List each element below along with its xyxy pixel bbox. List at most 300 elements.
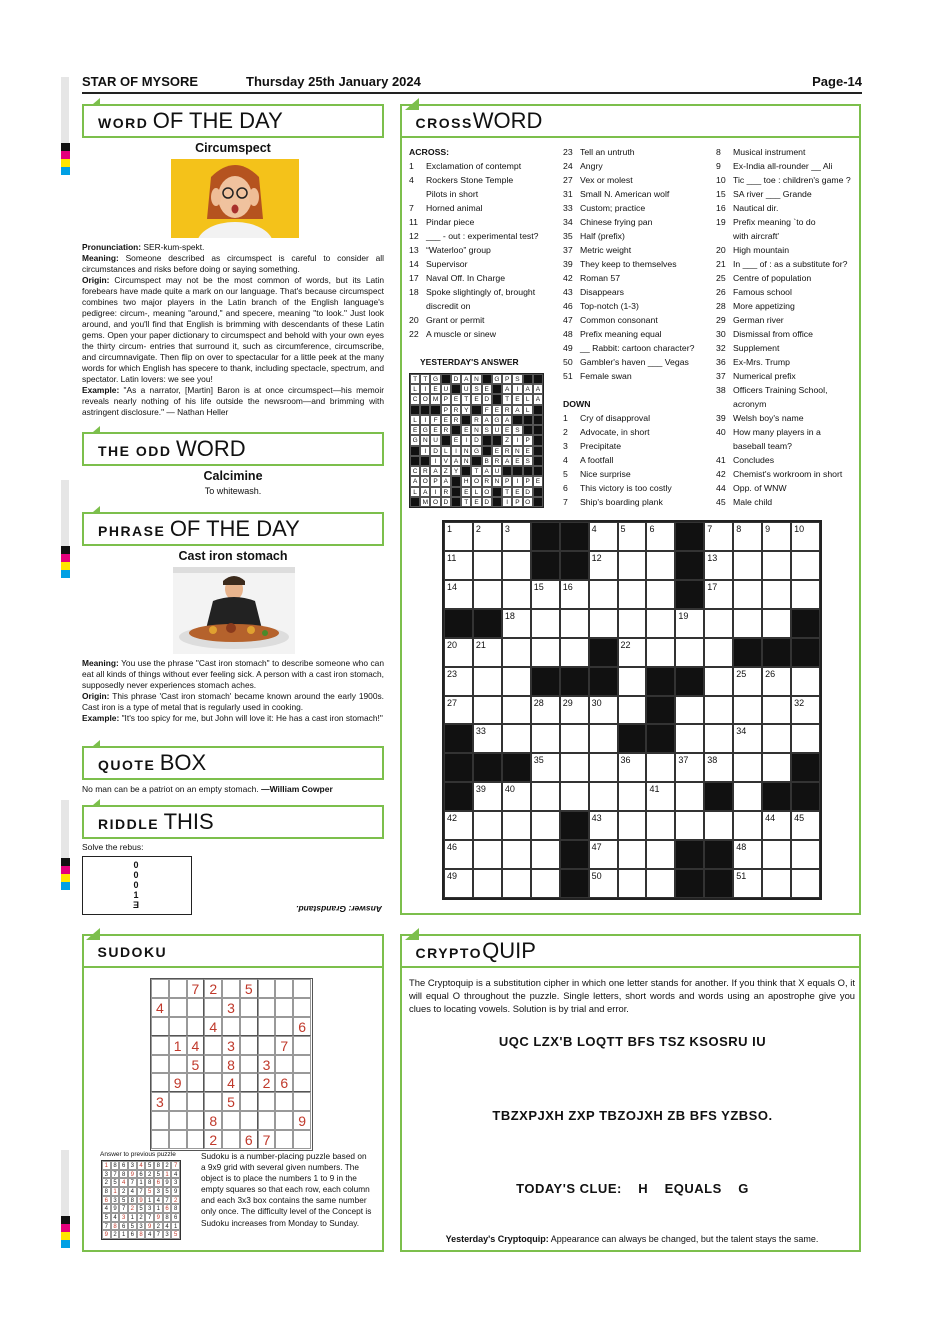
yesterday-crossword-grid	[409, 373, 544, 508]
crossword-cell[interactable]: 48	[733, 840, 762, 869]
sudoku-empty-cell[interactable]	[275, 1092, 293, 1111]
crossword-black-cell	[589, 667, 618, 696]
crossword-black-cell	[675, 580, 704, 609]
crossword-cell[interactable]	[646, 869, 675, 898]
clue-text: Custom; practice	[580, 203, 646, 213]
crossword-cell[interactable]	[502, 667, 531, 696]
yesterday-letter-cell: R	[492, 456, 502, 466]
yesterday-letter-cell: D	[441, 497, 451, 507]
crossword-clue	[563, 397, 713, 411]
crossword-cell[interactable]: 32	[791, 696, 820, 725]
crossword-cell[interactable]	[733, 580, 762, 609]
crossword-cell[interactable]	[762, 551, 791, 580]
label: Yesterday's Cryptoquip:	[445, 1234, 549, 1244]
crossword-cell[interactable]	[618, 811, 647, 840]
crossword-cell[interactable]: 38	[704, 753, 733, 782]
crossword-cell[interactable]: 2	[473, 522, 502, 551]
yesterday-letter-cell: R	[502, 405, 512, 415]
prev-answer-cell: 2	[171, 1196, 180, 1205]
crossword-cell[interactable]: 6	[646, 522, 675, 551]
crossword-cell[interactable]: 28	[531, 696, 560, 725]
crossword-cell[interactable]: 16	[560, 580, 589, 609]
crossword-cell[interactable]	[618, 840, 647, 869]
sudoku-empty-cell[interactable]	[187, 1130, 205, 1149]
crossword-cell[interactable]: 4	[589, 522, 618, 551]
sudoku-empty-cell[interactable]	[187, 998, 205, 1017]
crossword-cell[interactable]: 42	[444, 811, 473, 840]
crossword-cell[interactable]: 26	[762, 667, 791, 696]
sudoku-empty-cell[interactable]	[151, 1055, 169, 1074]
crossword-cell[interactable]: 49	[444, 869, 473, 898]
yesterday-letter-cell: G	[420, 425, 430, 435]
crossword-cell[interactable]	[531, 811, 560, 840]
yesterday-black-cell	[430, 405, 440, 415]
crossword-clue	[409, 187, 559, 201]
registration-mark	[61, 1240, 70, 1248]
crossword-cell[interactable]: 14	[444, 580, 473, 609]
crossword-cell[interactable]: 3	[502, 522, 531, 551]
clue-number: 37	[716, 371, 726, 381]
crossword-cell[interactable]	[618, 551, 647, 580]
clue-text: Advocate, in short	[580, 427, 650, 437]
prev-answer-cell: 7	[128, 1178, 137, 1187]
crossword-cell[interactable]	[646, 551, 675, 580]
sudoku-empty-cell[interactable]	[187, 1017, 205, 1036]
sudoku-given-cell: 3	[222, 1036, 240, 1055]
crossword-cell[interactable]: 47	[589, 840, 618, 869]
sudoku-empty-cell[interactable]	[187, 1073, 205, 1092]
crossword-cell[interactable]	[704, 609, 733, 638]
crossword-cell[interactable]: 7	[704, 522, 733, 551]
crossword-black-cell	[560, 840, 589, 869]
prev-answer-cell: 6	[137, 1170, 146, 1179]
sudoku-description: Sudoku is a number-placing puzzle based on a 9x9 grid with several given numbers. The object is to place the numbers 1 to 9 in the empty squares so that each row, each column and each 3x3 box contains the same number only once. The difficulty level of the Concept is Sudoku increases from Monday to Sunday.	[201, 1151, 372, 1228]
sudoku-empty-cell[interactable]	[258, 1017, 276, 1036]
yesterday-letter-cell: A	[512, 405, 522, 415]
sudoku-empty-cell[interactable]	[169, 1092, 187, 1111]
clue-number: 17	[409, 273, 419, 283]
sudoku-empty-cell[interactable]	[204, 1055, 222, 1074]
crossword-cell[interactable]	[531, 724, 560, 753]
crossword-cell[interactable]: 33	[473, 724, 502, 753]
yesterday-black-cell	[461, 415, 471, 425]
sudoku-empty-cell[interactable]	[258, 998, 276, 1017]
sudoku-empty-cell[interactable]	[169, 998, 187, 1017]
prev-answer-cell: 6	[154, 1178, 163, 1187]
clue-number: 1	[409, 161, 414, 171]
yesterday-letter-cell: N	[420, 435, 430, 445]
sudoku-empty-cell[interactable]	[275, 1111, 293, 1130]
yesterday-letter-cell: M	[430, 394, 440, 404]
crossword-cell[interactable]	[473, 551, 502, 580]
crossword-clue	[563, 453, 713, 467]
word-of-day-body	[82, 242, 384, 418]
sudoku-empty-cell[interactable]	[187, 1111, 205, 1130]
crossword-cell[interactable]	[791, 840, 820, 869]
crossword-cell[interactable]: 37	[675, 753, 704, 782]
example: "It's too spicy for me, but John will love it: He has a cast iron stomach!"	[119, 713, 383, 723]
crossword-cell[interactable]	[502, 840, 531, 869]
yesterday-letter-cell: P	[441, 394, 451, 404]
crossword-black-cell	[531, 667, 560, 696]
yesterday-black-cell	[461, 466, 471, 476]
crossword-cell[interactable]	[473, 696, 502, 725]
crossword-cell[interactable]	[560, 753, 589, 782]
prev-answer-cell: 2	[119, 1187, 128, 1196]
crossword-cell[interactable]	[502, 638, 531, 667]
yesterday-letter-cell: E	[471, 497, 481, 507]
sudoku-empty-cell[interactable]	[275, 979, 293, 998]
crossword-cell[interactable]	[589, 724, 618, 753]
crossword-cell[interactable]	[762, 696, 791, 725]
crossword-cell[interactable]: 17	[704, 580, 733, 609]
sudoku-empty-cell[interactable]	[151, 1017, 169, 1036]
crossword-cell[interactable]	[618, 696, 647, 725]
crossword-cell[interactable]	[704, 667, 733, 696]
yesterday-letter-cell: S	[482, 425, 492, 435]
crossword-cell[interactable]	[473, 811, 502, 840]
sudoku-empty-cell[interactable]	[293, 1130, 311, 1149]
sudoku-empty-cell[interactable]	[275, 998, 293, 1017]
sudoku-given-cell: 4	[204, 1017, 222, 1036]
clue-text: ___ - out : experimental test?	[426, 231, 539, 241]
crossword-cell[interactable]	[762, 724, 791, 753]
phrase-of-day-body	[82, 658, 384, 724]
yesterday-black-cell	[523, 415, 533, 425]
sudoku-empty-cell[interactable]	[222, 1130, 240, 1149]
clue-number: 18	[409, 287, 419, 297]
sudoku-empty-cell[interactable]	[258, 979, 276, 998]
sudoku-empty-cell[interactable]	[240, 1092, 258, 1111]
crossword-cell[interactable]	[531, 869, 560, 898]
crossword-cell[interactable]: 25	[733, 667, 762, 696]
crossword-cell[interactable]: 40	[502, 782, 531, 811]
crossword-cell[interactable]: 19	[675, 609, 704, 638]
yesterday-letter-cell: Z	[502, 435, 512, 445]
rebus-char: 0	[133, 870, 139, 880]
riddle-header	[82, 805, 384, 839]
crossword-cell[interactable]: 21	[473, 638, 502, 667]
crossword-cell[interactable]	[560, 638, 589, 667]
crossword-cell[interactable]	[675, 696, 704, 725]
clue-number: 47	[563, 315, 573, 325]
crossword-clue	[716, 243, 861, 257]
yesterday-letter-cell: D	[523, 487, 533, 497]
sudoku-empty-cell[interactable]	[293, 1073, 311, 1092]
crossword-cell[interactable]	[560, 609, 589, 638]
rebus-char: Ǝ	[133, 900, 140, 910]
sudoku-empty-cell[interactable]	[151, 1130, 169, 1149]
crossword-cell[interactable]	[675, 811, 704, 840]
yesterday-letter-cell: N	[492, 476, 502, 486]
sudoku-empty-cell[interactable]	[151, 979, 169, 998]
crossword-cell[interactable]	[618, 609, 647, 638]
yesterday-letter-cell: G	[410, 435, 420, 445]
crossword-cell[interactable]: 9	[762, 522, 791, 551]
crossword-cell[interactable]	[675, 724, 704, 753]
sudoku-empty-cell[interactable]	[169, 1017, 187, 1036]
crossword-cell[interactable]	[733, 696, 762, 725]
crossword-cell[interactable]: 44	[762, 811, 791, 840]
crossword-cell[interactable]: 41	[646, 782, 675, 811]
sudoku-empty-cell[interactable]	[222, 1111, 240, 1130]
clue-text: Centre of population	[733, 273, 812, 283]
sudoku-empty-cell[interactable]	[151, 1073, 169, 1092]
crossword-cell[interactable]	[502, 869, 531, 898]
crossword-cell[interactable]	[589, 753, 618, 782]
crossword-cell[interactable]	[473, 580, 502, 609]
crossword-cell[interactable]	[791, 551, 820, 580]
clue-number: 51	[563, 371, 573, 381]
crossword-cell[interactable]	[646, 638, 675, 667]
crossword-cell[interactable]: 39	[473, 782, 502, 811]
sudoku-empty-cell[interactable]	[293, 998, 311, 1017]
crossword-cell[interactable]: 30	[589, 696, 618, 725]
sudoku-empty-cell[interactable]	[240, 998, 258, 1017]
sudoku-empty-cell[interactable]	[293, 1092, 311, 1111]
clue-text: Ex-India all-rounder __ Ali	[733, 161, 833, 171]
yesterday-letter-cell: E	[533, 476, 543, 486]
sudoku-empty-cell[interactable]	[240, 1036, 258, 1055]
yesterday-letter-cell: N	[471, 425, 481, 435]
crossword-cell[interactable]: 34	[733, 724, 762, 753]
sudoku-empty-cell[interactable]	[275, 1130, 293, 1149]
crossword-cell[interactable]	[704, 811, 733, 840]
crossword-clue	[716, 439, 861, 453]
sudoku-empty-cell[interactable]	[258, 1111, 276, 1130]
sudoku-empty-cell[interactable]	[204, 1036, 222, 1055]
sudoku-empty-cell[interactable]	[275, 1055, 293, 1074]
clue-number: 30	[716, 329, 726, 339]
crossword-clue	[563, 173, 713, 187]
sudoku-empty-cell[interactable]	[258, 1092, 276, 1111]
crossword-cell[interactable]	[531, 840, 560, 869]
quote-author: —William Cowper	[261, 784, 333, 794]
crossword-cell[interactable]	[704, 638, 733, 667]
yesterday-letter-cell: A	[533, 384, 543, 394]
clue-text: This victory is too costly	[580, 483, 672, 493]
clue-text: Half (prefix)	[580, 231, 625, 241]
crossword-cell[interactable]	[762, 753, 791, 782]
sudoku-empty-cell[interactable]	[240, 1017, 258, 1036]
yesterday-letter-cell: I	[512, 476, 522, 486]
crossword-cell[interactable]	[502, 551, 531, 580]
crossword-cell[interactable]	[646, 753, 675, 782]
crossword-cell[interactable]	[560, 724, 589, 753]
odd-word-header	[82, 432, 384, 466]
crossword-cell[interactable]: 27	[444, 696, 473, 725]
crossword-black-cell	[444, 724, 473, 753]
crossword-cell[interactable]: 23	[444, 667, 473, 696]
sudoku-given-cell: 8	[222, 1055, 240, 1074]
crossword-cell[interactable]: 20	[444, 638, 473, 667]
crossword-cell[interactable]	[531, 782, 560, 811]
yesterday-letter-cell: Y	[461, 405, 471, 415]
prev-answer-cell: 7	[111, 1170, 120, 1179]
crossword-cell[interactable]: 35	[531, 753, 560, 782]
crossword-clue	[716, 271, 861, 285]
crossword-black-cell	[704, 869, 733, 898]
crossword-cell[interactable]: 18	[502, 609, 531, 638]
crossword-cell[interactable]	[762, 840, 791, 869]
sudoku-empty-cell[interactable]	[204, 1092, 222, 1111]
crossword-clues-col2	[563, 145, 713, 509]
crossword-clue	[563, 271, 713, 285]
yesterday-letter-cell: E	[451, 435, 461, 445]
sudoku-empty-cell[interactable]	[151, 1111, 169, 1130]
sudoku-empty-cell[interactable]	[240, 1055, 258, 1074]
crossword-cell[interactable]	[791, 580, 820, 609]
crossword-cell[interactable]	[733, 782, 762, 811]
crossword-cell[interactable]	[646, 580, 675, 609]
crossword-cell[interactable]: 43	[589, 811, 618, 840]
crossword-clue	[563, 467, 713, 481]
sudoku-empty-cell[interactable]	[222, 1017, 240, 1036]
example: "As a narrator, [Martin] Baron is at once circumspect—his memoir reveals nearly nothing of his life outside the newsroom—and brimming with astringent disclosure." — Nathan Heller	[82, 385, 384, 417]
prev-answer-cell: 2	[111, 1230, 120, 1239]
prev-answer-cell: 1	[137, 1178, 146, 1187]
prev-answer-cell: 5	[102, 1213, 111, 1222]
clue-number: 37	[563, 245, 573, 255]
crossword-cell[interactable]: 36	[618, 753, 647, 782]
crossword-cell[interactable]	[675, 782, 704, 811]
crossword-cell[interactable]: 10	[791, 522, 820, 551]
prev-answer-cell: 3	[171, 1178, 180, 1187]
crossword-cell[interactable]: 22	[618, 638, 647, 667]
crossword-cell[interactable]: 11	[444, 551, 473, 580]
crossword-cell[interactable]	[762, 580, 791, 609]
crossword-cell[interactable]	[733, 753, 762, 782]
yesterday-letter-cell: S	[523, 456, 533, 466]
crossword-clue	[716, 467, 861, 481]
sudoku-empty-cell[interactable]	[169, 1055, 187, 1074]
crossword-cell[interactable]: 1	[444, 522, 473, 551]
crossword-cell[interactable]	[589, 782, 618, 811]
yesterday-letter-cell: I	[512, 435, 522, 445]
crossword-cell[interactable]	[762, 869, 791, 898]
crossword-cell[interactable]: 8	[733, 522, 762, 551]
sudoku-given-cell: 7	[275, 1036, 293, 1055]
crossword-cell[interactable]: 45	[791, 811, 820, 840]
prev-answer-cell: 3	[137, 1222, 146, 1231]
crossword-clues-col3	[716, 145, 861, 509]
yesterday-letter-cell: N	[471, 374, 481, 384]
crossword-cell[interactable]: 12	[589, 551, 618, 580]
crossword-cell[interactable]	[502, 811, 531, 840]
clue-number: 43	[563, 287, 573, 297]
meaning: You use the phrase "Cast iron stomach" to describe someone who can eat all kinds of things without ever feeling sick. A person with a cast iron stomach, supposedly never experiences stomach aches.	[82, 658, 384, 690]
sudoku-empty-cell[interactable]	[258, 1036, 276, 1055]
crossword-cell[interactable]: 5	[618, 522, 647, 551]
crossword-cell[interactable]	[589, 609, 618, 638]
crossword-cell[interactable]	[791, 869, 820, 898]
crossword-cell[interactable]	[704, 724, 733, 753]
sudoku-empty-cell[interactable]	[293, 1036, 311, 1055]
crossword-cell[interactable]	[473, 840, 502, 869]
prev-answer-cell: 2	[128, 1204, 137, 1213]
phrase-photo	[173, 567, 295, 654]
crossword-cell[interactable]	[589, 580, 618, 609]
clue-number: 13	[409, 245, 419, 255]
crossword-black-cell	[473, 609, 502, 638]
crossword-cell[interactable]	[733, 609, 762, 638]
crossword-cell[interactable]	[560, 782, 589, 811]
sudoku-empty-cell[interactable]	[240, 1111, 258, 1130]
sudoku-empty-cell[interactable]	[293, 1055, 311, 1074]
crossword-cell[interactable]	[733, 551, 762, 580]
crossword-cell[interactable]	[502, 696, 531, 725]
crossword-cell[interactable]: 15	[531, 580, 560, 609]
crossword-cell[interactable]	[618, 667, 647, 696]
rebus-char: 0	[133, 880, 139, 890]
crossword-cell[interactable]: 46	[444, 840, 473, 869]
word-of-day-word: Circumspect	[195, 141, 271, 155]
sudoku-empty-cell[interactable]	[151, 1036, 169, 1055]
crossword-cell[interactable]	[733, 811, 762, 840]
sudoku-empty-cell[interactable]	[275, 1017, 293, 1036]
sudoku-empty-cell[interactable]	[169, 1130, 187, 1149]
crossword-cell[interactable]	[618, 869, 647, 898]
crossword-cell[interactable]	[473, 667, 502, 696]
yesterday-letter-cell: L	[471, 487, 481, 497]
header-small: QUOTE	[98, 757, 156, 773]
crossword-cell[interactable]	[646, 811, 675, 840]
crossword-cell[interactable]: 50	[589, 869, 618, 898]
yesterday-letter-cell: E	[471, 394, 481, 404]
crossword-cell[interactable]	[791, 724, 820, 753]
sudoku-empty-cell[interactable]	[222, 979, 240, 998]
sudoku-empty-cell[interactable]	[204, 1073, 222, 1092]
clue-text: Famous school	[733, 287, 792, 297]
crossword-cell[interactable]	[675, 638, 704, 667]
sudoku-empty-cell[interactable]	[169, 1111, 187, 1130]
clue-number: 20	[716, 245, 726, 255]
sudoku-empty-cell[interactable]	[240, 1073, 258, 1092]
crossword-cell[interactable]	[531, 638, 560, 667]
word-of-day-photo	[171, 159, 299, 238]
crossword-cell[interactable]	[762, 609, 791, 638]
crossword-cell[interactable]	[531, 609, 560, 638]
yesterday-letter-cell: L	[410, 384, 420, 394]
crossword-cell[interactable]	[704, 696, 733, 725]
sudoku-given-cell: 3	[151, 1092, 169, 1111]
crossword-clue	[409, 145, 559, 159]
crossword-cell[interactable]	[618, 782, 647, 811]
yesterday-letter-cell: E	[492, 446, 502, 456]
crossword-cell[interactable]	[791, 667, 820, 696]
sudoku-empty-cell[interactable]	[187, 1092, 205, 1111]
sudoku-empty-cell[interactable]	[169, 979, 187, 998]
pronunciation: SER-kum-spekt.	[141, 242, 205, 252]
page-number: Page-14	[812, 74, 862, 89]
crossword-cell[interactable]	[473, 869, 502, 898]
sudoku-empty-cell[interactable]	[293, 979, 311, 998]
crossword-cell[interactable]	[618, 580, 647, 609]
crossword-cell[interactable]: 51	[733, 869, 762, 898]
crossword-cell[interactable]	[646, 840, 675, 869]
crossword-cell[interactable]	[502, 580, 531, 609]
crossword-cell[interactable]: 29	[560, 696, 589, 725]
yesterday-letter-cell: G	[430, 374, 440, 384]
cryptoquip-line-2: TBZXPJXH ZXP TBZOJXH ZB BFS YZBSO.	[492, 1108, 773, 1123]
issue-date: Thursday 25th January 2024	[246, 74, 421, 89]
clue-text: Officers Training School,	[733, 385, 828, 395]
crossword-cell[interactable]: 13	[704, 551, 733, 580]
sudoku-empty-cell[interactable]	[204, 998, 222, 1017]
crossword-cell[interactable]	[502, 724, 531, 753]
crossword-cell[interactable]	[646, 609, 675, 638]
clue-number: 2	[563, 427, 568, 437]
